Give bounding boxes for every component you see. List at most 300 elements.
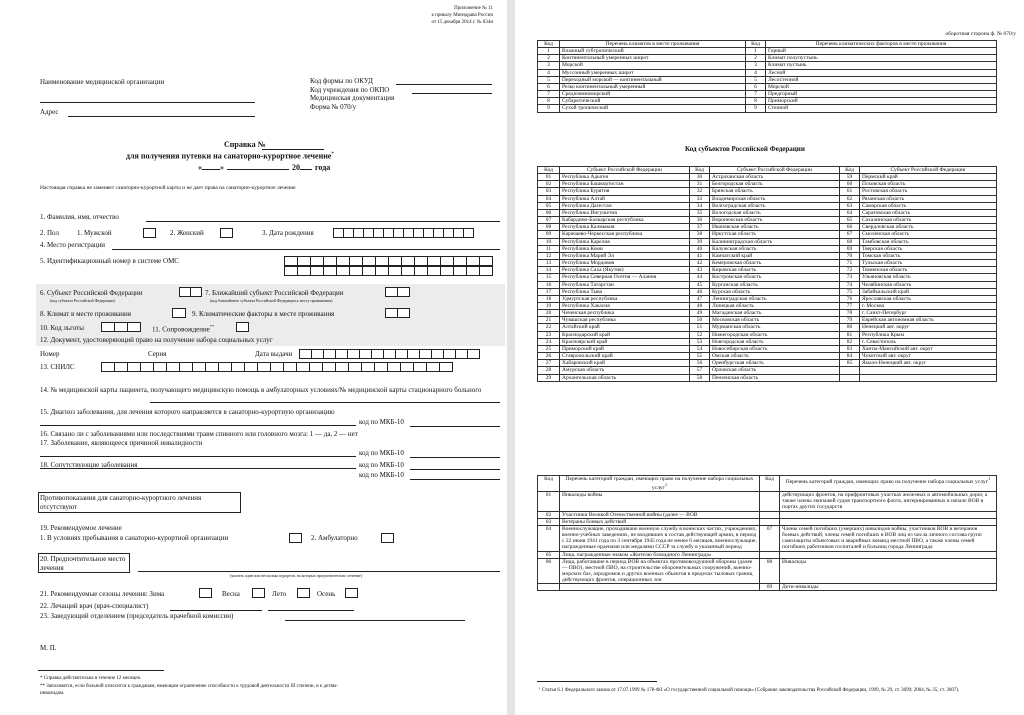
doc-date-cells[interactable] xyxy=(300,349,480,359)
subjects-table-cell: Чувашская республика xyxy=(560,317,690,324)
subjects-table-cell: Костромская область xyxy=(710,274,840,281)
subjects-table-cell: 37 xyxy=(690,224,710,231)
field-20-input[interactable] xyxy=(138,571,500,572)
form-back-page xyxy=(515,0,1024,715)
climate-header-code: Код xyxy=(538,41,560,48)
subjects-table-cell: 04 xyxy=(538,195,560,202)
subjects-table-cell: 26 xyxy=(538,353,560,360)
mkb-input-18a[interactable] xyxy=(410,469,500,470)
climate-table-row xyxy=(538,83,997,90)
footnote-rule xyxy=(38,670,164,671)
subjects-table-cell: Ханты-Мансийский авт. округ xyxy=(860,345,997,352)
field-18-input[interactable] xyxy=(40,468,356,469)
subjects-table-cell: Ненецкий авт. округ xyxy=(860,324,997,331)
subjects-header-name-3: Субъект Российской Федерации xyxy=(860,167,997,174)
gender-female-checkbox[interactable] xyxy=(220,228,233,238)
org-name-label: Наименование медицинской организации xyxy=(40,78,165,86)
season-autumn-checkbox[interactable] xyxy=(345,588,358,598)
field-13-label: 13. СНИЛС xyxy=(40,363,75,371)
cert-title: Справка № xyxy=(224,140,266,149)
subjects-table-cell: 24 xyxy=(538,338,560,345)
stamp-place: М. П. xyxy=(40,644,57,652)
field-14-input[interactable] xyxy=(150,402,500,403)
climate-table-cell: Морской xyxy=(560,62,746,69)
mkb-label-18b: код по МКБ-10 xyxy=(359,471,404,479)
field-20-hint: (указать один или несколько курортов, на которых предпочтительно лечение) xyxy=(230,573,362,578)
subjects-table-cell: Курская область xyxy=(710,288,840,295)
benefits-table-cell xyxy=(760,551,780,558)
climate-table-cell: 8 xyxy=(538,98,560,105)
field-11-label: 11. Сопровождение** xyxy=(152,324,215,334)
climate-table-cell: Климат пустынь xyxy=(766,62,997,69)
subjects-table-cell: Республика Карелия xyxy=(560,238,690,245)
climate-table-cell: Горный xyxy=(766,48,997,55)
subjects-table-cell: 79 xyxy=(840,317,860,324)
subjects-table-cell: 05 xyxy=(538,202,560,209)
doc-series-label: Серия xyxy=(148,350,167,358)
subjects-table-cell: Пермский край xyxy=(860,174,997,181)
org-name-line xyxy=(40,102,255,103)
climate-table-cell: Предгорный xyxy=(766,91,997,98)
field-17-label: 17. Заболевание, являющееся причиной инвалидности xyxy=(40,439,203,447)
subjects-table-cell: Саратовская область xyxy=(860,209,997,216)
subjects-table-row xyxy=(538,288,997,295)
benefits-table-row xyxy=(538,492,997,511)
subjects-table-cell: Оренбургская область xyxy=(710,360,840,367)
benefits-table-cell xyxy=(780,551,997,558)
subjects-table-cell: Рязанская область xyxy=(860,195,997,202)
right-footnote: ¹ Статья 6.1 Федерального закона от 17.07.1999 № 178-ФЗ «О государственной социальной помощи» (Собрание законодательства Российской Федерации, 1999, № 29, ст. 3699; 2004, № 35, ст. 3607). xyxy=(539,688,960,693)
subjects-table-cell: 80 xyxy=(840,324,860,331)
benefits-table-cell: Дети-инвалиды xyxy=(780,584,997,591)
subjects-table-cell: 18 xyxy=(538,295,560,302)
climate-table-cell: 9 xyxy=(746,105,766,112)
subjects-table-cell: Челябинская область xyxy=(860,281,997,288)
subjects-table-cell: Республика Саха (Якутия) xyxy=(560,267,690,274)
subjects-table-row xyxy=(538,238,997,245)
subjects-table-cell: Пензенская область xyxy=(710,374,840,381)
okpo-line xyxy=(412,93,492,94)
benefits-table-cell: 06 xyxy=(538,558,560,584)
form-codes: Код формы по ОКУД Код учреждения по ОКПО Медицинская документация Форма № 070/у xyxy=(310,77,395,111)
climate-factor-cells[interactable] xyxy=(386,308,410,318)
benefits-table-cell: 09 xyxy=(760,584,780,591)
season-autumn-label: Осень xyxy=(317,590,336,598)
subjects-table-cell: 66 xyxy=(840,224,860,231)
climate-table-cell: Субарктический xyxy=(560,98,746,105)
climate-table-cell: Влажный субтропический xyxy=(560,48,746,55)
subjects-table-cell: 50 xyxy=(690,317,710,324)
field-17-input[interactable] xyxy=(40,456,356,457)
subject-code-cells[interactable] xyxy=(180,287,202,297)
footnote-1: * Справка действительна в течение 12 месяцев. xyxy=(40,676,142,681)
field-22-sign[interactable] xyxy=(268,610,354,611)
benefits-table-cell: Лица, работавшие в период ВОВ на объектах противовоздушной обороны (далее — ПВО), местной ПВО, на строительстве оборонительных сооружений, военно-морских баз, аэродромов и других военных объектов в пределах тыловых границ действующих фронтов, операционных зон xyxy=(560,558,760,584)
field-5-label: 5. Идентификационный номер в системе ОМС xyxy=(40,257,179,265)
oms-cells-row2[interactable] xyxy=(285,266,493,276)
mkb-label-17: код по МКБ-10 xyxy=(359,449,404,457)
benefits-table-cell: Военнослужащие, проходившие военную службу в воинских частях, учреждениях, военно-учебных заведениях, не входивших в состав действующей армии, в период с 22 июня 1941 года по 3 сентября 1945 года не менее 6 месяцев, военнослужащие, награжденные орденами или медалями СССР за службу в указанный период xyxy=(560,525,760,551)
climate-table-cell: Резко континентальный умеренный xyxy=(560,83,746,90)
subjects-table-row xyxy=(538,345,997,352)
subjects-table-row xyxy=(538,360,997,367)
footnote-2a: ** Заполняется, если больной относится к гражданам, имеющим ограничение способности к трудовой деятельности III степени, и к детям- xyxy=(40,684,338,689)
subjects-table-cell: 40 xyxy=(690,245,710,252)
climate-table-cell: 9 xyxy=(538,105,560,112)
subjects-table-cell: Удмуртская республика xyxy=(560,295,690,302)
subjects-table-row xyxy=(538,245,997,252)
snils-cells[interactable] xyxy=(102,362,453,372)
subjects-table-cell: Республика Алтай xyxy=(560,195,690,202)
subjects-table-cell: 30 xyxy=(690,174,710,181)
subjects-table-cell: 31 xyxy=(690,181,710,188)
field-23-label: 23. Заведующий отделением (председатель врачебной комиссии) xyxy=(40,612,234,620)
mkb-input-15[interactable] xyxy=(410,426,500,427)
subjects-header-name-2: Субъект Российской Федерации xyxy=(710,167,840,174)
subjects-table-cell: 55 xyxy=(690,353,710,360)
field-7-hint: (код ближайшего субъекта Российской Федерации к месту проживания) xyxy=(210,298,333,303)
subjects-table-cell: Республика Тыва xyxy=(560,288,690,295)
subjects-table-cell: 53 xyxy=(690,338,710,345)
subjects-table-cell: 56 xyxy=(690,360,710,367)
subjects-table-cell: 35 xyxy=(690,209,710,216)
subjects-table-cell: 73 xyxy=(840,274,860,281)
climate-table-cell: Климат полупустынь xyxy=(766,55,997,62)
address-line xyxy=(68,116,255,117)
climate-table-row xyxy=(538,69,997,76)
subjects-table-cell: Приморский край xyxy=(560,345,690,352)
subjects-table-cell: Республика Адыгея xyxy=(560,174,690,181)
subjects-table-cell: 14 xyxy=(538,267,560,274)
subjects-table-cell: 69 xyxy=(840,245,860,252)
subjects-table-cell: 44 xyxy=(690,274,710,281)
subjects-table-cell: 78 xyxy=(840,310,860,317)
climate-table-cell: 2 xyxy=(538,55,560,62)
field-8-label: 8. Климат в месте проживания xyxy=(40,310,131,318)
subjects-table-cell: 42 xyxy=(690,260,710,267)
subjects-table-cell: 22 xyxy=(538,324,560,331)
climate-table-cell: Средиземноморский xyxy=(560,91,746,98)
subjects-table-cell: г. Севастополь xyxy=(860,338,997,345)
subjects-table-cell: Свердловская область xyxy=(860,224,997,231)
subjects-table-cell: 34 xyxy=(690,202,710,209)
gender-female-label: 2. Женский xyxy=(170,229,204,237)
field-12-label: 12. Документ, удостоверяющий право на получение набора социальных услуг xyxy=(40,336,273,344)
field-14-label: 14. № медицинской карты пациента, получающего медицинскую помощь в амбулаторных условиях/№ медицинской карты стационарного больного xyxy=(40,386,482,394)
outpatient-checkbox[interactable] xyxy=(381,533,394,543)
escort-checkbox[interactable] xyxy=(236,322,249,332)
subjects-table-row xyxy=(538,181,997,188)
subjects-table-row xyxy=(538,317,997,324)
subjects-table-cell: г. Санкт-Петербург xyxy=(860,310,997,317)
climate-table-cell: 3 xyxy=(538,62,560,69)
subjects-table-cell: Нижегородская область xyxy=(710,331,840,338)
subjects-table-cell: 51 xyxy=(690,324,710,331)
benefits-table-cell xyxy=(760,511,780,518)
subjects-table-cell: Орловская область xyxy=(710,367,840,374)
benefits-table-cell: 05 xyxy=(538,551,560,558)
subjects-table-cell: Архангельская область xyxy=(560,374,690,381)
subjects-table-cell: Ростовская область xyxy=(860,188,997,195)
season-spring-checkbox[interactable] xyxy=(252,588,265,598)
subjects-table-cell: Кемеровская область xyxy=(710,260,840,267)
benefits-table-cell: 03 xyxy=(538,518,560,525)
field-1-label: 1. Фамилия, имя, отчество xyxy=(40,213,119,221)
subjects-table-cell: Ленинградская область xyxy=(710,295,840,302)
benefit-code-cells[interactable] xyxy=(102,322,141,332)
oms-cells-row1[interactable] xyxy=(285,256,493,266)
subjects-table-cell: Тюменская область xyxy=(860,267,997,274)
subjects-table-row xyxy=(538,202,997,209)
subjects-table-cell: Республика Мордовия xyxy=(560,260,690,267)
subjects-table-cell: 70 xyxy=(840,252,860,259)
subjects-table-cell: 46 xyxy=(690,288,710,295)
climate-table-row xyxy=(538,76,997,83)
climate-table-cell: Лесостепной xyxy=(766,76,997,83)
subjects-table-cell: Томская область xyxy=(860,252,997,259)
subjects-table-cell: 15 xyxy=(538,274,560,281)
subjects-table-cell: 58 xyxy=(690,374,710,381)
climate-header-factors: Перечень климатических факторов в месте проживания xyxy=(766,41,997,48)
climate-table-cell: 2 xyxy=(746,55,766,62)
subjects-table-cell: 02 xyxy=(538,181,560,188)
subjects-table-row xyxy=(538,353,997,360)
climate-table-cell: 6 xyxy=(538,83,560,90)
subjects-table-cell: 12 xyxy=(538,252,560,259)
subjects-table-cell: 81 xyxy=(840,331,860,338)
subjects-table-cell: Брянская область xyxy=(710,188,840,195)
benefits-table-cell xyxy=(760,492,780,511)
subjects-table-cell: Калужская область xyxy=(710,245,840,252)
subjects-table-cell: 07 xyxy=(538,217,560,224)
gender-male-label: 1. Мужской xyxy=(77,229,112,237)
climate-table-cell: 3 xyxy=(746,62,766,69)
subjects-table-cell: Республика Бурятия xyxy=(560,188,690,195)
subjects-table-cell: Республика Хакасия xyxy=(560,302,690,309)
season-summer-checkbox[interactable] xyxy=(297,588,310,598)
subjects-table-cell: 01 xyxy=(538,174,560,181)
climate-table-cell: 4 xyxy=(538,69,560,76)
subjects-table-cell: 47 xyxy=(690,295,710,302)
subjects-table-cell: Калининградская область xyxy=(710,238,840,245)
birth-date-cells[interactable] xyxy=(334,228,474,238)
subjects-table-cell: Республика Марий Эл xyxy=(560,252,690,259)
gender-male-checkbox[interactable] xyxy=(143,228,156,238)
climate-table-cell: Приморский xyxy=(766,98,997,105)
benefits-table-row xyxy=(538,558,997,584)
subjects-table-cell: Ульяновская область xyxy=(860,274,997,281)
climate-table-cell: Степной xyxy=(766,105,997,112)
mkb-input-18b[interactable] xyxy=(410,479,500,480)
subjects-table-cell: Магаданская область xyxy=(710,310,840,317)
subjects-table-cell: 77 xyxy=(840,302,860,309)
subjects-table-cell: 28 xyxy=(538,367,560,374)
climate-header-list: Перечень климатов в месте проживания xyxy=(560,41,746,48)
subjects-table-cell: 84 xyxy=(840,353,860,360)
benefits-header-code2: Код xyxy=(760,476,780,492)
field-7-label: 7. Ближайший субъект Российской Федерации xyxy=(205,289,344,297)
subjects-table-cell: Новгородская область xyxy=(710,338,840,345)
climate-table-cell: Сухой тропический xyxy=(560,105,746,112)
subjects-table-cell: 23 xyxy=(538,331,560,338)
subjects-table-cell: 08 xyxy=(538,224,560,231)
benefits-table-row xyxy=(538,584,997,591)
subjects-table-row xyxy=(538,310,997,317)
subjects-table-cell: 85 xyxy=(840,360,860,367)
subjects-table-cell: 62 xyxy=(840,195,860,202)
field-4-label: 4. Место регистрации xyxy=(40,241,106,249)
field-18-label: 18. Сопутствующие заболевания xyxy=(40,461,138,469)
mkb-label-18a: код по МКБ-10 xyxy=(359,461,404,469)
subjects-table-cell: 13 xyxy=(538,260,560,267)
subjects-title: Код субъектов Российской Федерации xyxy=(685,145,805,153)
field-6-hint: (код субъекта Российской Федерации) xyxy=(50,298,115,303)
field-2-label: 2. Пол xyxy=(40,229,59,237)
subjects-table-row xyxy=(538,367,997,374)
climate-table-cell: Континентальный умеренных широт xyxy=(560,55,746,62)
subjects-table-cell: Чеченская республика xyxy=(560,310,690,317)
field-16-label: 16. Связано ли с заболеваниями или последствиями травм спинного или головного мозга: 1 — да, 2 — нет xyxy=(40,430,358,438)
field-23-input[interactable] xyxy=(285,620,465,621)
subjects-table-cell: Республика Ингушетия xyxy=(560,209,690,216)
subjects-table-cell: Тверская область xyxy=(860,245,997,252)
subjects-table-cell: 10 xyxy=(538,238,560,245)
benefits-table-cell: 07 xyxy=(760,525,780,551)
subjects-table-cell: 19 xyxy=(538,302,560,309)
benefits-table-row xyxy=(538,518,997,525)
season-spring-label: Весна xyxy=(222,590,240,598)
subjects-table-cell: Республика Северная Осетия — Алания xyxy=(560,274,690,281)
subjects-table-cell xyxy=(860,374,997,381)
subjects-table-cell: Республика Татарстан xyxy=(560,281,690,288)
subjects-table-cell: 45 xyxy=(690,281,710,288)
subjects-table-cell: Республика Коми xyxy=(560,245,690,252)
subjects-table-cell: Волгоградская область xyxy=(710,202,840,209)
subjects-table-cell: 32 xyxy=(690,188,710,195)
climate-code-cell[interactable] xyxy=(172,308,186,318)
benefits-table-cell: Инвалиды xyxy=(780,558,997,584)
subjects-table-cell: 57 xyxy=(690,367,710,374)
climate-table-cell: 8 xyxy=(746,98,766,105)
subjects-table-cell: Еврейская автономная область xyxy=(860,317,997,324)
subjects-table-cell: Белгородская область xyxy=(710,181,840,188)
field-1-input[interactable] xyxy=(146,221,500,222)
subjects-table-cell: Сахалинская область xyxy=(860,217,997,224)
climate-table xyxy=(537,40,997,113)
cert-notice: Настоящая справка не заменяет санаторно-курортной карты и не дает права на санаторно-курортное лечение xyxy=(40,185,296,191)
subjects-table-row xyxy=(538,174,997,181)
subjects-table-cell xyxy=(860,367,997,374)
subjects-table-cell: 17 xyxy=(538,288,560,295)
subjects-table-row xyxy=(538,302,997,309)
subjects-table-cell: 65 xyxy=(840,217,860,224)
benefits-table-row xyxy=(538,551,997,558)
subjects-table-cell: 20 xyxy=(538,310,560,317)
benefits-header-list2: Перечень категорий граждан, имеющих право на получение набора социальных услуг$^1$ xyxy=(780,476,997,492)
field-15-label: 15. Диагноз заболевания, для лечения которого направляется в санаторно-курортную организацию xyxy=(40,408,335,416)
subjects-table-row xyxy=(538,217,997,224)
subjects-table-cell: 83 xyxy=(840,345,860,352)
subjects-table-cell: 03 xyxy=(538,188,560,195)
subjects-table-cell xyxy=(840,367,860,374)
benefits-table-cell: Ветераны боевых действий xyxy=(560,518,760,525)
subjects-table-row xyxy=(538,338,997,345)
benefits-table-cell xyxy=(780,511,997,518)
benefits-table-cell: Лица, награжденные знаком «Жителю блокадного Ленинграда» xyxy=(560,551,760,558)
climate-table-row xyxy=(538,62,997,69)
subjects-table-cell: 38 xyxy=(690,231,710,238)
subjects-table-cell: Республика Дагестан xyxy=(560,202,690,209)
subjects-table-cell: Владимирская область xyxy=(710,195,840,202)
benefits-table xyxy=(537,475,997,591)
subjects-table-cell: Вологодская область xyxy=(710,209,840,216)
subjects-table xyxy=(537,166,997,382)
subjects-table-cell: 60 xyxy=(840,181,860,188)
address-label: Адрес xyxy=(40,108,59,116)
subjects-table-cell: Тамбовская область xyxy=(860,238,997,245)
benefits-table-row xyxy=(538,511,997,518)
subjects-table-cell: Омская область xyxy=(710,353,840,360)
climate-table-row xyxy=(538,48,997,55)
subjects-table-cell: 54 xyxy=(690,345,710,352)
subjects-table-cell: Астраханская область xyxy=(710,174,840,181)
climate-table-cell: 6 xyxy=(746,83,766,90)
sanatorium-checkbox[interactable] xyxy=(289,533,302,543)
climate-table-cell: 5 xyxy=(538,76,560,83)
subjects-table-cell: Кировская область xyxy=(710,267,840,274)
benefits-table-cell xyxy=(538,584,560,591)
field-15-input[interactable] xyxy=(40,425,356,426)
field-20-label: 20. Предпочтительное место лечения xyxy=(40,555,126,572)
subjects-table-cell: Республика Крым xyxy=(860,331,997,338)
benefits-table-cell: Участники Великой Отечественной войны (далее — ВОВ xyxy=(560,511,760,518)
subjects-table-cell: 29 xyxy=(538,374,560,381)
subjects-table-cell: 76 xyxy=(840,295,860,302)
subjects-table-cell: г. Москва xyxy=(860,302,997,309)
cert-number-line xyxy=(262,149,324,150)
doc-date-label: Дата выдачи xyxy=(255,350,293,358)
season-summer-label: Лето xyxy=(272,590,287,598)
field-3-label: 3. Дата рождения xyxy=(262,229,314,237)
subjects-table-cell: 48 xyxy=(690,302,710,309)
subjects-table-cell: Ямало-Ненецкий авт. округ xyxy=(860,360,997,367)
subjects-table-cell: 09 xyxy=(538,231,560,238)
subjects-table-cell: 33 xyxy=(690,195,710,202)
subjects-table-row xyxy=(538,267,997,274)
subjects-table-cell: Кабардино-Балкарская республика xyxy=(560,217,690,224)
subjects-table-cell: Мурманская область xyxy=(710,324,840,331)
subjects-table-cell: 41 xyxy=(690,252,710,259)
subjects-table-cell: 61 xyxy=(840,188,860,195)
nearest-subject-cells[interactable] xyxy=(386,287,410,297)
subjects-table-cell: 06 xyxy=(538,209,560,216)
mkb-input-17[interactable] xyxy=(410,457,500,458)
subjects-table-cell: Карачаево-Черкесская республика xyxy=(560,231,690,238)
benefits-table-cell xyxy=(760,518,780,525)
footnote-2b: инвалидам. xyxy=(40,691,65,696)
subjects-table-cell: 72 xyxy=(840,267,860,274)
field-4-input[interactable] xyxy=(112,249,500,250)
climate-table-cell: 1 xyxy=(746,48,766,55)
benefits-table-row xyxy=(538,525,997,551)
benefits-table-cell: Члены семей погибших (умерших) инвалидов войны, участников ВОВ и ветеранов боевых действий, члены семей погибших в ВОВ лиц из числа личного состава групп самозащиты объектовых и аварийных команд местной ПВО, а также члены семей погибших работников госпиталей и больниц города Ленинграда xyxy=(780,525,997,551)
subjects-table-cell: 27 xyxy=(538,360,560,367)
season-winter-checkbox[interactable] xyxy=(199,588,212,598)
climate-table-cell: Переходный морской — континентальный xyxy=(560,76,746,83)
field-22-input[interactable] xyxy=(170,610,262,611)
benefits-table-cell: 02 xyxy=(538,511,560,518)
doc-number-label: Номер xyxy=(40,350,60,358)
